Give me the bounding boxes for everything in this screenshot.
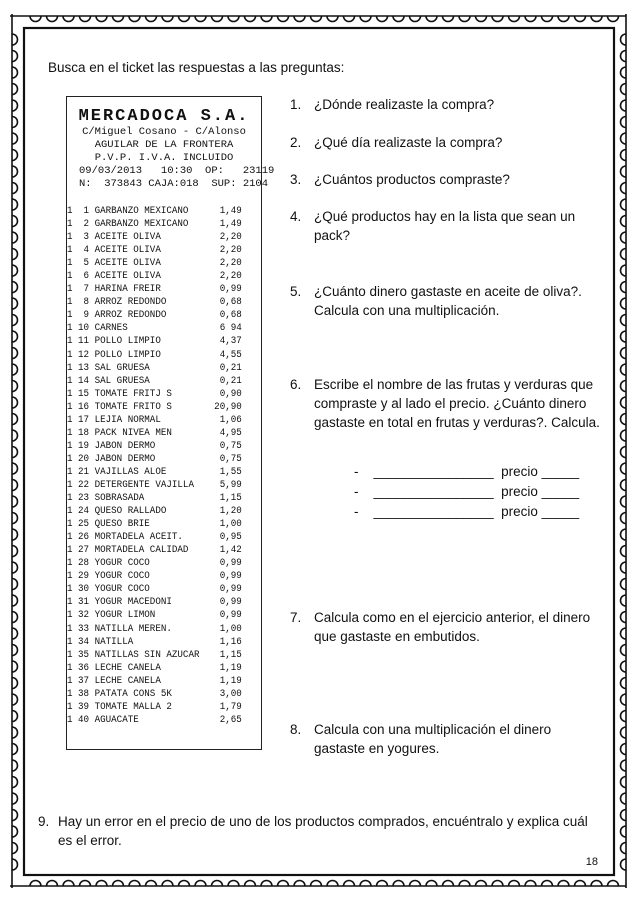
item-description: LECHE CANELA — [94, 675, 161, 687]
item-line-number: 33 — [78, 623, 90, 635]
item-quantity: 1 — [67, 245, 73, 257]
receipt-line-item — [67, 688, 260, 701]
item-line-number: 13 — [78, 362, 90, 374]
item-description: POLLO LIMPIO — [94, 336, 161, 348]
blank-answer-row: - ________________ precio _____ — [354, 504, 580, 519]
item-quantity: 1 — [67, 388, 73, 400]
receipt-line-item — [67, 283, 260, 296]
question-text: Hay un error en el precio de uno de los productos comprados, encuéntralo y explica cuál es el error. — [58, 814, 588, 848]
item-price: 1,42 — [219, 545, 242, 557]
receipt-line-item — [67, 270, 260, 283]
receipt-line-item — [67, 636, 260, 649]
receipt-line-item — [67, 714, 260, 727]
item-line-number: 22 — [78, 479, 90, 491]
item-quantity: 1 — [67, 636, 73, 648]
receipt-line-item — [67, 531, 260, 544]
receipt-line-item — [67, 414, 260, 427]
question-text: ¿Cuánto dinero gastaste en aceite de oliva?. Calcula con una multiplicación. — [314, 284, 582, 318]
receipt-line-item — [67, 231, 260, 244]
question-6 — [290, 375, 602, 432]
item-description: QUESO BRIE — [94, 519, 150, 531]
item-description: ACEITE OLIVA — [94, 245, 161, 257]
item-line-number: 8 — [83, 297, 90, 309]
receipt-line-item — [67, 544, 260, 557]
question-1 — [290, 95, 602, 114]
item-quantity: 1 — [67, 571, 73, 583]
question-9 — [38, 812, 598, 850]
item-line-number: 6 — [83, 271, 90, 283]
question-8 — [290, 720, 602, 758]
item-description: JABON DERMO — [94, 453, 156, 465]
receipt-line-item — [67, 296, 260, 309]
item-line-number: 40 — [78, 714, 90, 726]
receipt-address-2: AGUILAR DE LA FRONTERA — [94, 139, 234, 151]
receipt-line-item — [67, 701, 260, 714]
item-description: JABON DERMO — [94, 440, 156, 452]
item-quantity: 1 — [67, 493, 73, 505]
item-price: 1,49 — [219, 219, 242, 231]
item-quantity: 1 — [67, 349, 73, 361]
receipt-line-item — [67, 401, 260, 414]
item-quantity: 1 — [67, 427, 73, 439]
item-quantity: 1 — [67, 232, 73, 244]
receipt-line-item — [67, 453, 260, 466]
item-price: 0,68 — [219, 297, 242, 309]
item-price: 1,55 — [219, 466, 242, 478]
question-7 — [290, 608, 602, 646]
item-price: 4,55 — [219, 349, 242, 361]
item-description: GARBANZO MEXICANO — [94, 206, 189, 217]
item-quantity: 1 — [67, 362, 73, 374]
item-price: 4,95 — [219, 427, 242, 439]
item-quantity: 1 — [67, 440, 73, 452]
item-line-number: 31 — [78, 597, 90, 609]
question-text: ¿Qué productos hay en la lista que sean un pack? — [314, 209, 576, 243]
receipt-line-item — [67, 623, 260, 636]
item-line-number: 38 — [78, 688, 90, 700]
item-description: YOGUR COCO — [94, 584, 150, 596]
item-description: YOGUR COCO — [94, 558, 150, 570]
item-line-number: 30 — [78, 584, 90, 596]
question-text: Calcula como en el ejercicio anterior, el dinero que gastaste en embutidos. — [314, 610, 591, 644]
item-quantity: 1 — [67, 310, 73, 322]
item-quantity: 1 — [67, 597, 73, 609]
item-quantity: 1 — [67, 336, 73, 348]
item-line-number: 37 — [78, 675, 90, 687]
receipt-line-item — [67, 479, 260, 492]
item-price: 0,75 — [219, 453, 242, 465]
item-quantity: 1 — [67, 219, 73, 231]
item-price: 1,15 — [219, 493, 242, 505]
item-quantity: 1 — [67, 323, 73, 335]
item-price: 2,20 — [219, 232, 242, 244]
item-price: 1,49 — [219, 206, 242, 217]
item-price: 2,20 — [219, 258, 242, 270]
item-price: 4,37 — [219, 336, 242, 348]
item-description: DETERGENTE VAJILLA — [94, 479, 194, 491]
item-line-number: 3 — [83, 232, 90, 244]
item-price: 0,99 — [219, 558, 242, 570]
item-quantity: 1 — [67, 623, 73, 635]
receipt-line-item — [67, 218, 260, 231]
item-description: ARROZ REDONDO — [94, 297, 167, 309]
item-price: 0,90 — [219, 388, 242, 400]
item-quantity: 1 — [67, 466, 73, 478]
item-description: QUESO RALLADO — [94, 506, 167, 518]
item-description: ARROZ REDONDO — [94, 310, 167, 322]
item-quantity: 1 — [67, 688, 73, 700]
receipt-line-item — [67, 205, 260, 218]
question-number: 7. — [290, 610, 302, 625]
item-line-number: 7 — [83, 284, 90, 296]
question-text: ¿Cuántos productos compraste? — [314, 172, 510, 187]
item-quantity: 1 — [67, 558, 73, 570]
item-line-number: 11 — [78, 336, 90, 348]
item-description: NATILLAS SIN AZUCAR — [94, 649, 200, 661]
question-5 — [290, 282, 602, 320]
item-description: LECHE CANELA — [94, 662, 161, 674]
item-quantity: 1 — [67, 649, 73, 661]
receipt-line-item — [67, 570, 260, 583]
item-line-number: 39 — [78, 701, 90, 713]
item-quantity: 1 — [67, 675, 73, 687]
item-line-number: 9 — [83, 310, 90, 322]
item-description: SAL GRUESA — [94, 375, 150, 387]
item-description: ACEITE OLIVA — [94, 232, 161, 244]
receipt-line-item — [67, 518, 260, 531]
item-description: PATATA CONS 5K — [94, 688, 172, 700]
item-description: HARINA FREIR — [94, 284, 161, 296]
receipt-line-item — [67, 388, 260, 401]
item-price: 0,99 — [219, 610, 242, 622]
receipt-line-item — [67, 257, 260, 270]
item-description: MORTADELA ACEIT. — [94, 532, 183, 544]
item-description: TOMATE MALLA 2 — [94, 701, 172, 713]
question-number: 9. — [38, 814, 50, 829]
item-price: 0,99 — [219, 597, 242, 609]
item-description: POLLO LIMPIO — [94, 349, 161, 361]
item-quantity: 1 — [67, 519, 73, 531]
item-line-number: 25 — [78, 519, 90, 531]
item-quantity: 1 — [67, 584, 73, 596]
item-description: NATILLA — [94, 636, 134, 648]
item-price: 2,20 — [219, 245, 242, 257]
item-price: 5,99 — [219, 479, 242, 491]
item-line-number: 24 — [78, 506, 90, 518]
item-price: 0,99 — [219, 584, 242, 596]
item-line-number: 20 — [78, 453, 90, 465]
item-description: VAJILLAS ALOE — [94, 466, 167, 478]
item-quantity: 1 — [67, 701, 73, 713]
receipt-line-item — [67, 505, 260, 518]
receipt-line-item — [67, 427, 260, 440]
item-line-number: 28 — [78, 558, 90, 570]
item-price: 0,68 — [219, 310, 242, 322]
question-text: Calcula con una multiplicación el dinero gastaste en yogures. — [314, 722, 552, 756]
receipt-line-item — [67, 349, 260, 362]
item-description: TOMATE FRITO S — [94, 401, 172, 413]
item-quantity: 1 — [67, 206, 73, 217]
item-price: 6 94 — [219, 323, 242, 335]
receipt-line-item — [67, 335, 260, 348]
item-line-number: 18 — [78, 427, 90, 439]
item-quantity: 1 — [67, 479, 73, 491]
receipt-store-name: MERCADOCA S.A. — [78, 107, 250, 126]
question-2 — [290, 133, 602, 152]
item-quantity: 1 — [67, 271, 73, 283]
item-line-number: 14 — [78, 375, 90, 387]
item-line-number: 21 — [78, 466, 90, 478]
receipt-line-item — [67, 362, 260, 375]
item-price: 1,19 — [219, 675, 242, 687]
item-line-number: 1 — [83, 206, 90, 217]
receipt-date-line: 09/03/2013 10:30 OP: 23119 — [79, 165, 275, 177]
receipt-pvp: P.V.P. I.V.A. INCLUIDO — [94, 152, 234, 164]
item-quantity: 1 — [67, 375, 73, 387]
question-number: 5. — [290, 284, 302, 299]
receipt-line-item — [67, 466, 260, 479]
receipt-line-item — [67, 322, 260, 335]
item-line-number: 34 — [78, 636, 90, 648]
item-price: 0,95 — [219, 532, 242, 544]
item-price: 2,65 — [219, 714, 242, 726]
item-line-number: 12 — [78, 349, 90, 361]
item-line-number: 35 — [78, 649, 90, 661]
item-description: ACEITE OLIVA — [94, 271, 161, 283]
question-number: 6. — [290, 377, 302, 392]
item-description: LEJIA NORMAL — [94, 414, 161, 426]
question-number: 3. — [290, 172, 302, 187]
receipt-line-item — [67, 309, 260, 322]
item-quantity: 1 — [67, 506, 73, 518]
item-line-number: 17 — [78, 414, 90, 426]
receipt-items — [67, 205, 261, 727]
receipt-line-item — [67, 675, 260, 688]
item-price: 1,16 — [219, 636, 242, 648]
receipt — [66, 96, 275, 750]
item-price: 1,20 — [219, 506, 242, 518]
item-line-number: 26 — [78, 532, 90, 544]
receipt-line-item — [67, 492, 260, 505]
item-price: 1,00 — [219, 519, 242, 531]
question-text: Escribe el nombre de las frutas y verduras que compraste y al lado el precio. ¿Cuánto dinero gastaste en total en frutas y verduras?. Calcula. — [314, 377, 600, 430]
item-price: 0,99 — [219, 571, 242, 583]
item-price: 1,79 — [219, 701, 242, 713]
item-line-number: 15 — [78, 388, 90, 400]
item-quantity: 1 — [67, 284, 73, 296]
receipt-line-item — [67, 596, 260, 609]
item-description: ACEITE OLIVA — [94, 258, 161, 270]
receipt-line-item — [67, 557, 260, 570]
item-quantity: 1 — [67, 414, 73, 426]
item-line-number: 16 — [78, 401, 90, 413]
item-quantity: 1 — [67, 401, 73, 413]
item-price: 1,15 — [219, 649, 242, 661]
receipt-line-item — [67, 244, 260, 257]
receipt-line-item — [67, 609, 260, 622]
item-quantity: 1 — [67, 258, 73, 270]
item-price: 0,75 — [219, 440, 242, 452]
item-line-number: 27 — [78, 545, 90, 557]
item-price: 20,90 — [214, 401, 242, 413]
receipt-line-item — [67, 662, 260, 675]
page-number: 18 — [585, 856, 598, 868]
question-3 — [290, 170, 602, 189]
question-number: 1. — [290, 97, 302, 112]
item-description: SOBRASADA — [94, 493, 145, 505]
item-quantity: 1 — [67, 453, 73, 465]
receipt-line-item — [67, 440, 260, 453]
receipt-address-1: C/Miguel Cosano - C/Alonso — [82, 126, 246, 138]
item-line-number: 29 — [78, 571, 90, 583]
item-line-number: 36 — [78, 662, 90, 674]
item-price: 1,19 — [219, 662, 242, 674]
item-description: CARNES — [94, 323, 128, 335]
item-description: PACK NIVEA MEN — [94, 427, 172, 439]
receipt-line-item — [67, 649, 260, 662]
question-4 — [290, 207, 602, 245]
question-number: 8. — [290, 722, 302, 737]
item-line-number: 2 — [83, 219, 90, 231]
item-line-number: 4 — [83, 245, 90, 257]
item-price: 0,99 — [219, 284, 242, 296]
blank-answer-row: - ________________ precio _____ — [354, 464, 580, 479]
question-text: ¿Dónde realizaste la compra? — [314, 97, 495, 112]
item-line-number: 23 — [78, 493, 90, 505]
item-description: SAL GRUESA — [94, 362, 150, 374]
item-description: NATILLA MEREN. — [94, 623, 172, 635]
item-line-number: 19 — [78, 440, 90, 452]
item-price: 3,00 — [219, 688, 242, 700]
item-price: 1,06 — [219, 414, 242, 426]
question-number: 2. — [290, 135, 302, 150]
blank-answer-row: - ________________ precio _____ — [354, 484, 580, 499]
question-text: ¿Qué día realizaste la compra? — [314, 135, 503, 150]
item-quantity: 1 — [67, 532, 73, 544]
item-line-number: 10 — [78, 323, 90, 335]
item-quantity: 1 — [67, 662, 73, 674]
instructions-text: Busca en el ticket las respuestas a las preguntas: — [48, 60, 345, 75]
receipt-line-item — [67, 583, 260, 596]
item-description: YOGUR LIMON — [94, 610, 156, 622]
item-quantity: 1 — [67, 714, 73, 726]
item-line-number: 5 — [83, 258, 90, 270]
item-description: MORTADELA CALIDAD — [94, 545, 189, 557]
item-description: AGUACATE — [94, 714, 139, 726]
item-quantity: 1 — [67, 297, 73, 309]
item-price: 1,00 — [219, 623, 242, 635]
item-price: 0,21 — [219, 375, 242, 387]
item-quantity: 1 — [67, 610, 73, 622]
item-description: TOMATE FRITJ S — [94, 388, 172, 400]
item-price: 2,20 — [219, 271, 242, 283]
item-description: YOGUR MACEDONI — [94, 597, 172, 609]
question-number: 4. — [290, 209, 302, 224]
item-description: YOGUR COCO — [94, 571, 150, 583]
item-quantity: 1 — [67, 545, 73, 557]
item-line-number: 32 — [78, 610, 90, 622]
item-description: GARBANZO MEXICANO — [94, 219, 189, 231]
receipt-cash-line: N: 373843 CAJA:018 SUP: 2104 — [79, 178, 269, 190]
receipt-line-item — [67, 375, 260, 388]
item-price: 0,21 — [219, 362, 242, 374]
